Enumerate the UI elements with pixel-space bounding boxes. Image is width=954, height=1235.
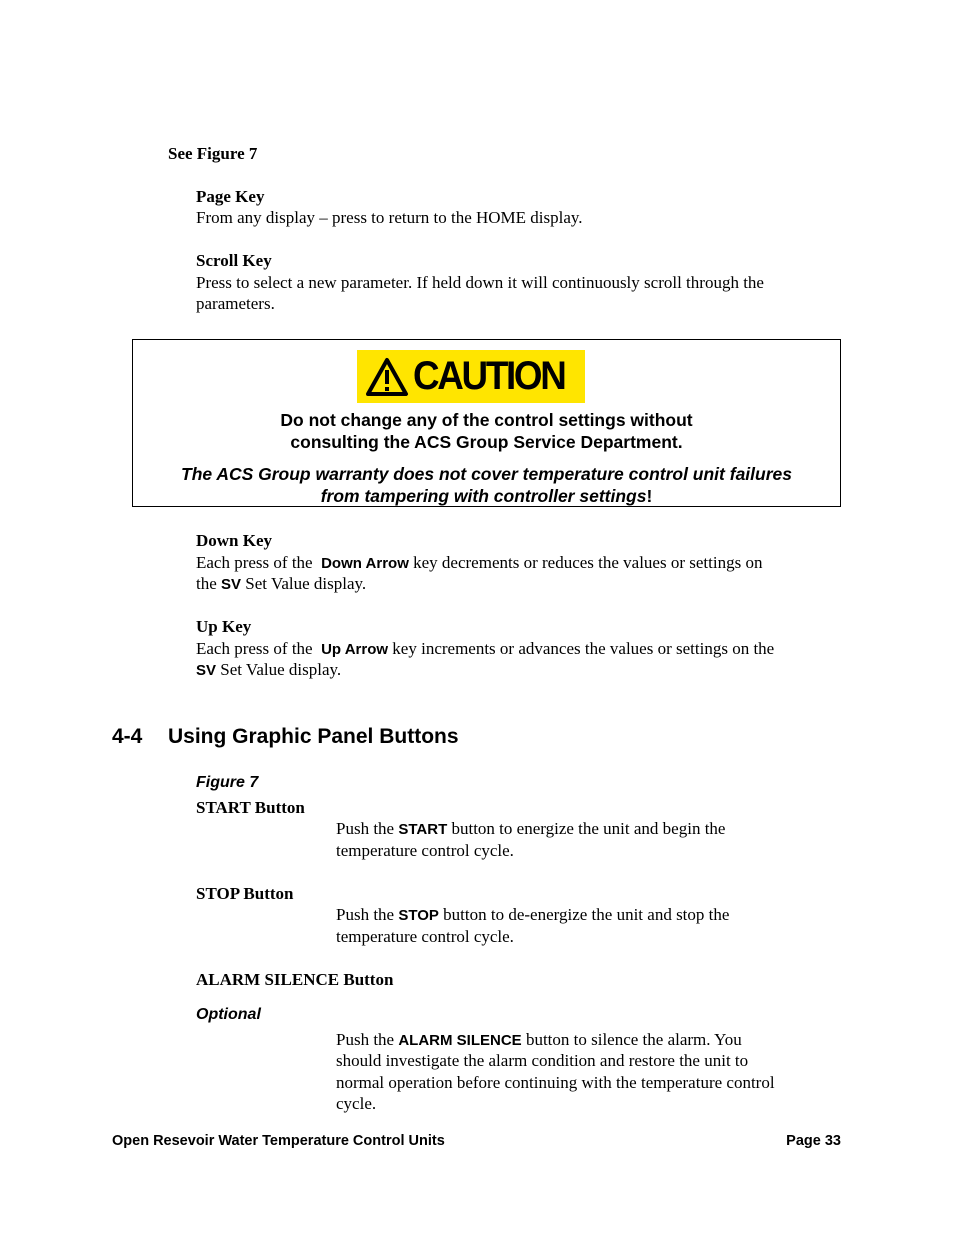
stop-keyword: STOP [398,907,439,924]
start-post: button to energize the unit and begin the [447,819,726,838]
warning-triangle-icon [365,357,409,397]
alarm-pre: Push the [336,1030,399,1049]
alarm-text-line2: should investigate the alarm condition and restore the unit to [336,1051,749,1070]
up-key-title: Up Key [196,617,252,636]
section-number: 4-4 [112,725,143,748]
warranty-line2-italic: from tampering with controller settings [320,486,647,506]
down-key-post: key decrements or reduces the values or settings on [408,553,763,572]
down-key-l2pre: the [196,574,222,593]
warranty-line2-end: ! [646,486,653,506]
stop-button-title: STOP Button [196,884,294,903]
start-keyword: START [398,821,448,838]
page-key-text: From any display – press to return to the HOME display. [196,208,583,227]
down-key-text-line1 [196,552,762,575]
up-key-text-line2 [196,659,341,682]
scroll-key-text-line2: parameters. [196,294,275,313]
alarm-text-line4: cycle. [336,1094,377,1113]
caution-line2: consulting the ACS Group Service Department. [290,432,683,452]
optional-label: Optional [196,1006,261,1023]
down-key-pre: Each press of the [196,553,317,572]
see-figure-heading: See Figure 7 [168,144,258,163]
footer-title: Open Resevoir Water Temperature Control Units [112,1133,445,1149]
stop-pre: Push the [336,905,399,924]
warranty-line2 [133,485,840,507]
up-key-pre: Each press of the [196,639,317,658]
up-key-post: key increments or advances the values or settings on the [388,639,775,658]
stop-text-line1 [336,904,729,927]
down-key-title: Down Key [196,531,273,550]
section-title: Using Graphic Panel Buttons [168,725,459,748]
stop-post: button to de-energize the unit and stop the [438,905,730,924]
scroll-key-text-line1: Press to select a new parameter. If held down it will continuously scroll through the [196,273,764,292]
start-text-line2: temperature control cycle. [336,841,514,860]
scroll-key-title: Scroll Key [196,251,272,270]
alarm-post: button to silence the alarm. You [521,1030,742,1049]
caution-label: CAUTION [412,354,565,398]
down-key-sv-keyword: SV [221,576,242,593]
up-arrow-keyword: Up Arrow [321,641,389,658]
start-button-title: START Button [196,798,305,817]
alarm-silence-title: ALARM SILENCE Button [196,970,394,989]
start-pre: Push the [336,819,399,838]
alarm-text-line3: normal operation before continuing with the temperature control [336,1073,775,1092]
warranty-line1: The ACS Group warranty does not cover temperature control unit failures [181,464,792,484]
alarm-text-line1 [336,1029,742,1052]
caution-line1: Do not change any of the control settings without [280,410,693,430]
down-key-text-line2 [196,573,366,596]
footer-page-number: Page 33 [786,1133,841,1149]
page-key-title: Page Key [196,187,265,206]
figure-label: Figure 7 [196,774,259,791]
start-text-line1 [336,818,725,841]
stop-text-line2: temperature control cycle. [336,927,514,946]
caution-sign [357,350,585,403]
down-arrow-keyword: Down Arrow [321,555,409,572]
up-key-text-line1 [196,638,774,661]
alarm-silence-keyword: ALARM SILENCE [398,1032,522,1049]
up-key-l2post: Set Value display. [216,660,342,679]
up-key-sv-keyword: SV [196,662,217,679]
down-key-l2post: Set Value display. [241,574,367,593]
